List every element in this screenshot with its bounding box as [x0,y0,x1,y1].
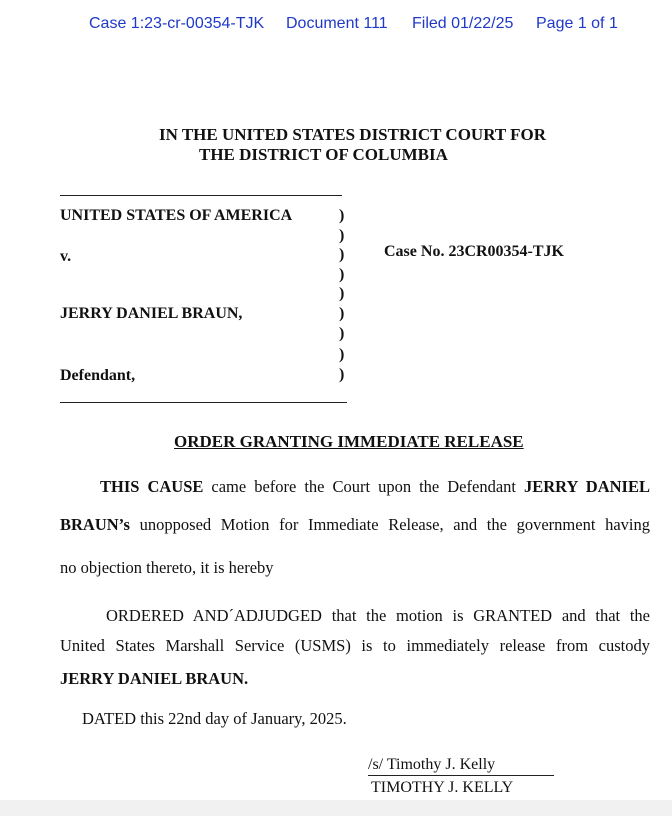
header-case-number: Case 1:23-cr-00354-TJK [89,15,265,32]
caption-paren: ) [339,266,345,283]
caption-paren: ) [339,207,345,224]
this-cause-text: THIS CAUSE [100,477,204,496]
order-paragraph-1-line-2 [60,515,650,535]
caption-paren: ) [339,305,345,322]
judge-name: TIMOTHY J. KELLY [371,779,514,796]
dated-line: DATED this 22nd day of January, 2025. [82,709,347,728]
court-name-line1: IN THE UNITED STATES DISTRICT COURT FOR [159,125,547,144]
caption-plaintiff: UNITED STATES OF AMERICA [60,207,293,224]
order-paragraph-2-line-2: United States Marshall Service (USMS) is to immediately release from custody [60,636,650,655]
defendant-name-text: JERRY DANIEL [523,477,650,496]
order-paragraph-2-line-3: JERRY DANIEL BRAUN. [60,669,249,688]
caption-paren: ) [339,325,345,342]
order-title: ORDER GRANTING IMMEDIATE RELEASE [174,432,524,451]
caption-versus: v. [60,248,72,265]
caption-paren: ) [339,285,345,302]
caption-top-rule [60,195,342,196]
order-paragraph-1-line-1 [100,477,650,497]
signature-line: /s/ Timothy J. Kelly [368,756,554,776]
order-paragraph-2-line-1: ORDERED AND´ADJUDGED that the motion is GRANTED and that the [106,606,650,625]
header-document-number: Document 111 [286,15,388,32]
caption-paren: ) [339,246,345,263]
caption-defendant-label: Defendant, [60,367,136,384]
caption-paren: ) [339,346,345,363]
caption-paren: ) [339,366,345,383]
header-filed-date: Filed 01/22/25 [412,15,514,32]
case-number: Case No. 23CR00354-TJK [384,243,564,260]
page-bottom-strip [0,800,672,816]
header-page-number: Page 1 of 1 [536,15,618,32]
caption-defendant-name: JERRY DANIEL BRAUN, [60,305,243,322]
paragraph-text: unopposed Motion for Immediate Release, and the government having [129,515,650,534]
caption-bottom-rule [60,402,347,403]
court-name-line2: THE DISTRICT OF COLUMBIA [199,145,448,164]
caption-paren: ) [339,227,345,244]
order-paragraph-1-line-3: no objection thereto, it is hereby [60,558,274,577]
paragraph-text: came before the Court upon the Defendant [203,477,524,496]
defendant-name-text: BRAUN’s [60,515,130,534]
